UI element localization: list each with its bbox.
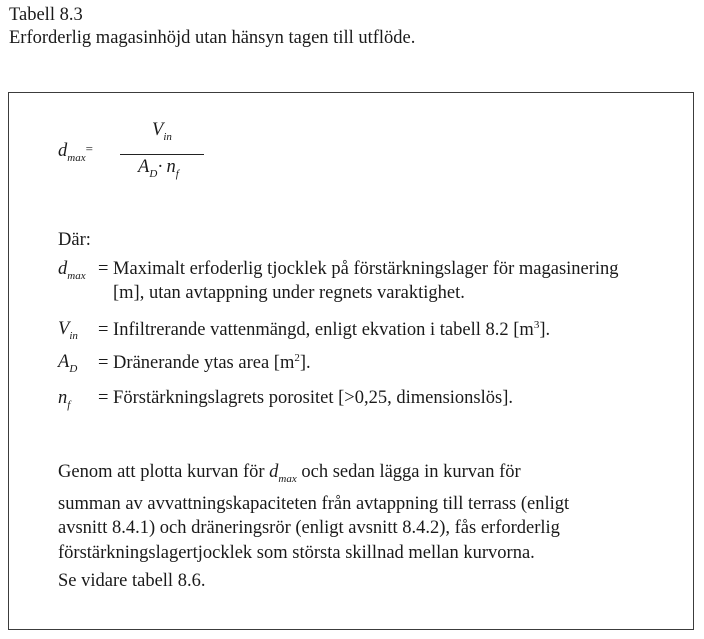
definition-subscript: f: [67, 399, 71, 411]
definition-dmax-text-cont: [m], utan avtappning under regnets varaktighet.: [113, 283, 465, 303]
definition-vin-text: = Infiltrerande vattenmängd, enligt ekvation i tabell 8.2 $[m^3]$.: [98, 319, 551, 340]
definition-symbol: d: [58, 259, 68, 279]
denominator-a-subscript: D: [149, 168, 158, 180]
table-title: Erforderlig magasinhöjd utan hänsyn tagen till utflöde.: [9, 28, 416, 48]
definition-nf: [58, 388, 70, 411]
table-number: Tabell 8.3: [9, 5, 83, 25]
lhs-subscript: max: [67, 152, 86, 164]
where-label: Där:: [58, 230, 91, 250]
lhs-variable: d: [58, 141, 68, 161]
definition-symbol: V: [58, 319, 70, 339]
definition-ad-text: = Dränerande ytas area $[m^2]$.: [98, 352, 311, 373]
paragraph-line-4: förstärkningslagertjocklek som största skillnad mellan kurvorna.: [58, 542, 535, 563]
fraction-bar: [120, 154, 204, 155]
see-also: Se vidare tabell 8.6.: [58, 571, 206, 591]
paragraph-line-2: summan av avvattningskapaciteten från avtappning till terrass (enligt: [58, 493, 570, 514]
denominator-dot: ·: [157, 157, 164, 177]
definition-subscript: max: [67, 270, 86, 282]
definition-symbol: n: [58, 388, 68, 408]
definition-nf-text: = Förstärkningslagrets porositet [>0,25, dimensionslös].: [98, 388, 513, 408]
numerator-subscript: in: [163, 131, 172, 143]
paragraph-line-3: avsnitt 8.4.1) och dräneringsrör (enligt avsnitt 8.4.2), fås erforderlig: [58, 518, 560, 538]
formula-numerator: [152, 120, 172, 143]
table-caption: [9, 4, 415, 50]
formula-lhs: [58, 141, 93, 164]
explanation-paragraph: [58, 460, 569, 565]
paragraph-variable: d: [269, 462, 279, 482]
denominator-n-subscript: f: [175, 168, 179, 180]
paragraph-line-1: Genom att plotta kurvan för $d_{max}$ och sedan lägga in kurvan för: [58, 462, 521, 485]
definition-subscript: D: [69, 363, 78, 375]
definition-dmax-text: = Maximalt erfoderlig tjocklek på förstärkningslager för magasinering: [98, 259, 619, 279]
definition-vin: [58, 319, 78, 342]
formula-denominator: [138, 157, 179, 180]
denominator-a: A: [138, 157, 150, 177]
definition-subscript: in: [69, 330, 78, 342]
definition-dmax: [58, 259, 86, 282]
denominator-n: n: [166, 157, 176, 177]
formula-box: [8, 92, 694, 630]
lhs-equals: =: [85, 141, 93, 156]
definition-symbol: A: [58, 352, 70, 372]
numerator-variable: V: [152, 120, 164, 140]
definition-ad: [58, 352, 77, 375]
